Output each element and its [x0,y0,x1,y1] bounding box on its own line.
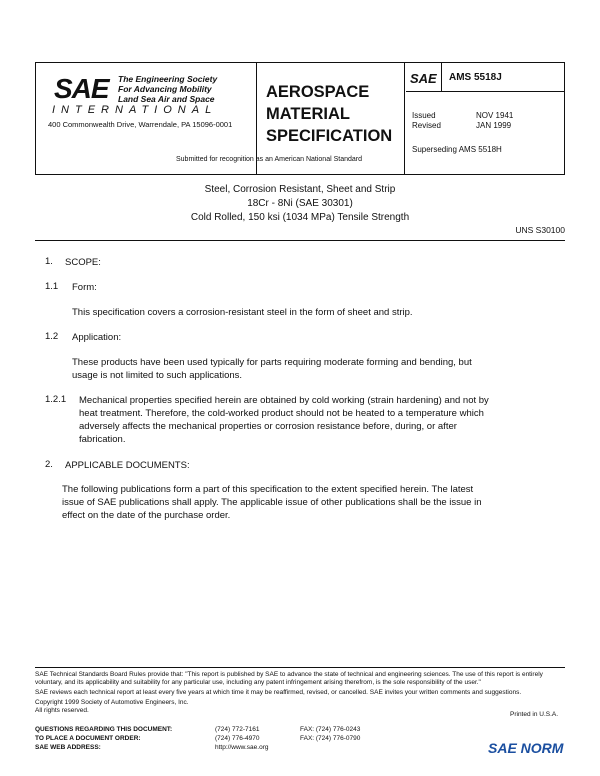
section-heading: SCOPE: [65,257,101,268]
issued-label: Issued [412,111,436,120]
section-number: 1. [45,256,53,267]
revised-value: JAN 1999 [476,121,512,130]
title-rule [35,240,565,241]
section-heading: APPLICABLE DOCUMENTS: [65,460,190,471]
section-number: 1.1 [45,281,59,292]
superseding: Superseding AMS 5518H [412,145,502,154]
printed-note: Printed in U.S.A. [510,711,559,718]
sae-small-logo: SAE [410,71,437,86]
contact-fax: FAX: (724) 776-0243 FAX: (724) 776-0790 [300,726,361,742]
address: 400 Commonwealth Drive, Warrendale, PA 15096-0001 [48,120,233,129]
contact-phones: (724) 772-7161 (724) 776-4970 http://www.sae.org [215,726,269,751]
section-number: 1.2.1 [45,394,67,405]
web-link[interactable]: http://www.sae.org [215,744,269,751]
paragraph: These products have been used typically for parts requiring moderate forming and bending, but usage is not limited to such applications. [72,357,472,381]
section-heading: Form: [72,282,97,293]
header-box [35,62,565,175]
paragraph: Mechanical properties specified herein are obtained by cold working (strain hardening) and not by heat treatment. Therefore, the cold-worked product should not be heated to a temperature which adversely affects the mechanical properties or corrosion resistance before, during, or after fabrication. [79,395,489,445]
section-number: 2. [45,459,53,470]
submitted-note: Submitted for recognition as an American National Standard [176,156,362,163]
footer-notice: SAE Technical Standards Board Rules provide that: "This report is published by SAE to advance the state of technical and engineering sciences. The use of this report is entirely voluntary, and its applicability and suitability for any particular use, including any patent infringement arising therefrom, is the sole responsibility of the user." SAE reviews each technical report at least every five years at which time it may be reaffirmed, revised, or cancelled. SAE invites your written comments and suggestions. Copyright 1999 Society of Automotive Engineers, Inc. All rights reserved. [35,671,543,714]
paragraph: The following publications form a part of this specification to the extent specified herein. The latest issue of SAE publications shall apply. The applicable issue of other publications shall be the issue in effect on the date of the purchase order. [62,484,482,521]
doc-title: Steel, Corrosion Resistant, Sheet and Strip 18Cr - 8Ni (SAE 30301) Cold Rolled, 150 ksi (1034 MPa) Tensile Strength [190,184,410,223]
section-heading: Application: [72,332,122,343]
section-number: 1.2 [45,331,59,342]
uns-number: UNS S30100 [515,225,565,235]
paragraph: This specification covers a corrosion-resistant steel in the form of sheet and strip. [72,307,413,318]
ams-number: AMS 5518J [449,72,502,83]
logo-international: INTERNATIONAL [52,104,218,116]
sae-logo: SAE [54,73,109,104]
logo-tagline: The Engineering Society For Advancing Mobility Land Sea Air and Space [118,74,218,104]
footer-rule [35,667,565,668]
contact-labels: QUESTIONS REGARDING THIS DOCUMENT: TO PLACE A DOCUMENT ORDER: SAE WEB ADDRESS: [35,726,173,751]
sae-norm-brand: SAE NORM [488,740,564,756]
revised-label: Revised [412,121,441,130]
header-divider [441,63,442,91]
doc-type: AEROSPACE MATERIAL SPECIFICATION [266,83,393,145]
issued-value: NOV 1941 [476,111,514,120]
header-divider [404,63,405,174]
header-rule [406,91,564,92]
